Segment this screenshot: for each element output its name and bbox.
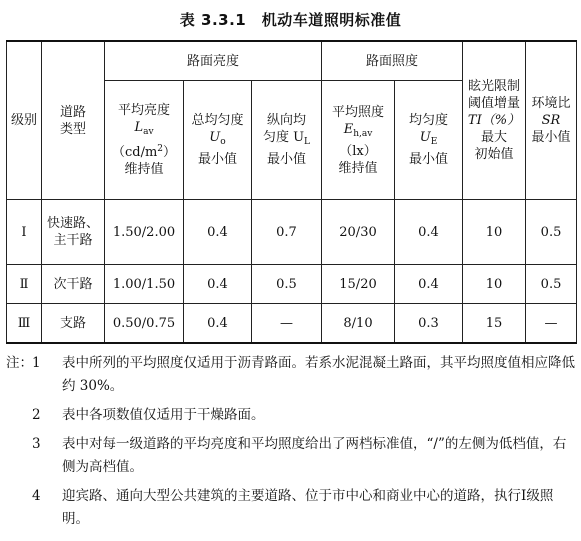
header-ti-line-2: 阈值增量 xyxy=(468,96,521,111)
header-ti-line-1: 眩光限制 xyxy=(468,79,521,94)
header-avg-ill-line-1: 平均照度 xyxy=(331,104,384,120)
header-ti-line-5: 初始值 xyxy=(474,147,514,162)
cell-ue: 0.4 xyxy=(395,265,463,304)
cell-road-type-line-1: 支路 xyxy=(59,315,86,331)
cell-sr: 0.5 xyxy=(526,265,577,304)
header-ue-symbol: U xyxy=(419,130,431,145)
table-row xyxy=(7,265,577,304)
cell-ue: 0.4 xyxy=(395,200,463,265)
header-road-type xyxy=(42,41,105,200)
header-ue xyxy=(395,81,463,200)
header-avg-ill-line-4: 维持值 xyxy=(338,160,378,176)
note-number: 3 xyxy=(32,436,41,452)
cell-avg-illuminance: 20/30 xyxy=(322,200,395,265)
header-avg-lum-sup: 2 xyxy=(157,144,164,154)
header-ue-line-1: 均匀度 xyxy=(409,113,449,128)
note-number: 1 xyxy=(32,355,41,371)
cell-road-type xyxy=(42,200,105,265)
header-ul xyxy=(252,81,322,200)
cell-ue: 0.3 xyxy=(395,304,463,344)
header-ti-line-4: 最大 xyxy=(481,130,508,145)
cell-ul: 0.7 xyxy=(252,200,322,265)
cell-road-type xyxy=(42,304,105,344)
header-uo-sub: o xyxy=(220,137,226,147)
header-group-row xyxy=(7,41,577,81)
cell-road-type-line-1: 快速路、 xyxy=(46,216,99,231)
table-title: 表 3.3.1 机动车道照明标准值 xyxy=(179,11,402,29)
cell-ti: 15 xyxy=(463,304,526,344)
cell-ul: 0.5 xyxy=(252,265,322,304)
cell-road-type-line-2: 主干路 xyxy=(53,233,93,248)
cell-avg-luminance: 1.00/1.50 xyxy=(105,265,184,304)
cell-uo: 0.4 xyxy=(184,265,252,304)
cell-avg-luminance: 0.50/0.75 xyxy=(105,304,184,344)
cell-road-type-line-1: 次干路 xyxy=(53,276,93,292)
note-text: 表中所列的平均照度仅适用于沥青路面。若系水泥混凝土路面，其平均照度值相应降低约 30%。 xyxy=(62,355,575,394)
table-row xyxy=(7,304,577,344)
cell-road-type xyxy=(42,265,105,304)
header-avg-lum-unit: （cd/m xyxy=(111,145,158,160)
cell-ul: — xyxy=(252,304,322,344)
header-ue-sub: E xyxy=(430,137,438,147)
cell-sr: — xyxy=(526,304,577,344)
header-avg-lum-line-4: 维持值 xyxy=(124,162,164,177)
header-ul-line-3: 最小值 xyxy=(266,152,306,167)
note-text: 表中各项数值仅适用于干燥路面。 xyxy=(62,407,265,423)
header-avg-lum-close: ） xyxy=(163,145,177,160)
header-avg-lum-sub: av xyxy=(143,127,154,137)
cell-grade: Ⅲ xyxy=(7,304,42,344)
note-number: 4 xyxy=(32,488,41,504)
header-sr-line-2: SR xyxy=(541,113,561,128)
note-number: 2 xyxy=(32,407,41,423)
notes-section xyxy=(6,352,576,537)
header-uo-line-3: 最小值 xyxy=(197,152,237,167)
header-avg-ill-sub: h,av xyxy=(353,128,373,139)
header-ul-line-1: 纵向均 xyxy=(266,113,306,128)
header-sr-line-3: 最小值 xyxy=(531,130,571,145)
note-item xyxy=(6,433,576,479)
header-grade xyxy=(7,41,42,200)
header-uo-symbol: U xyxy=(209,130,221,145)
lighting-standard-table xyxy=(6,40,577,344)
cell-avg-illuminance: 15/20 xyxy=(322,265,395,304)
header-avg-lum-line-1: 平均亮度 xyxy=(117,103,170,118)
cell-sr: 0.5 xyxy=(526,200,577,265)
header-sr xyxy=(526,41,577,200)
cell-grade: Ⅱ xyxy=(7,265,42,304)
header-ue-line-3: 最小值 xyxy=(409,152,449,167)
note-item xyxy=(6,352,576,398)
notes-prefix: 注： xyxy=(6,355,33,371)
cell-ti: 10 xyxy=(463,200,526,265)
header-avg-ill-unit: （lx） xyxy=(339,143,377,159)
cell-uo: 0.4 xyxy=(184,200,252,265)
header-avg-lum-symbol: L xyxy=(134,120,144,135)
cell-avg-luminance: 1.50/2.00 xyxy=(105,200,184,265)
header-ul-symbol: 匀度 U xyxy=(262,130,305,145)
cell-uo: 0.4 xyxy=(184,304,252,344)
note-item xyxy=(6,404,576,427)
header-ti-line-3: TI（%） xyxy=(467,113,521,128)
header-grade-label: 级别 xyxy=(10,113,37,128)
cell-ti: 10 xyxy=(463,265,526,304)
header-road-type-label: 道路类型 xyxy=(59,104,86,137)
cell-avg-illuminance: 8/10 xyxy=(322,304,395,344)
note-text: 表中对每一级道路的平均亮度和平均照度给出了两档标准值，“/”的左侧为低档值，右侧为高档值。 xyxy=(62,436,567,475)
header-ul-sub: L xyxy=(304,137,311,147)
header-luminance-group: 路面亮度 xyxy=(105,41,322,81)
header-ti xyxy=(463,41,526,200)
table-row xyxy=(7,200,577,265)
header-avg-ill-symbol: E xyxy=(343,121,354,137)
header-uo-line-1: 总均匀度 xyxy=(191,113,244,128)
header-uo xyxy=(184,81,252,200)
header-sr-line-1: 环境比 xyxy=(531,96,571,111)
cell-grade: Ⅰ xyxy=(7,200,42,265)
header-avg-illuminance xyxy=(322,81,395,200)
note-item xyxy=(6,485,576,531)
header-illuminance-group: 路面照度 xyxy=(322,41,463,81)
header-avg-luminance xyxy=(105,81,184,200)
note-text: 迎宾路、通向大型公共建筑的主要道路、位于市中心和商业中心的道路，执行Ⅰ级照明。 xyxy=(62,488,554,527)
